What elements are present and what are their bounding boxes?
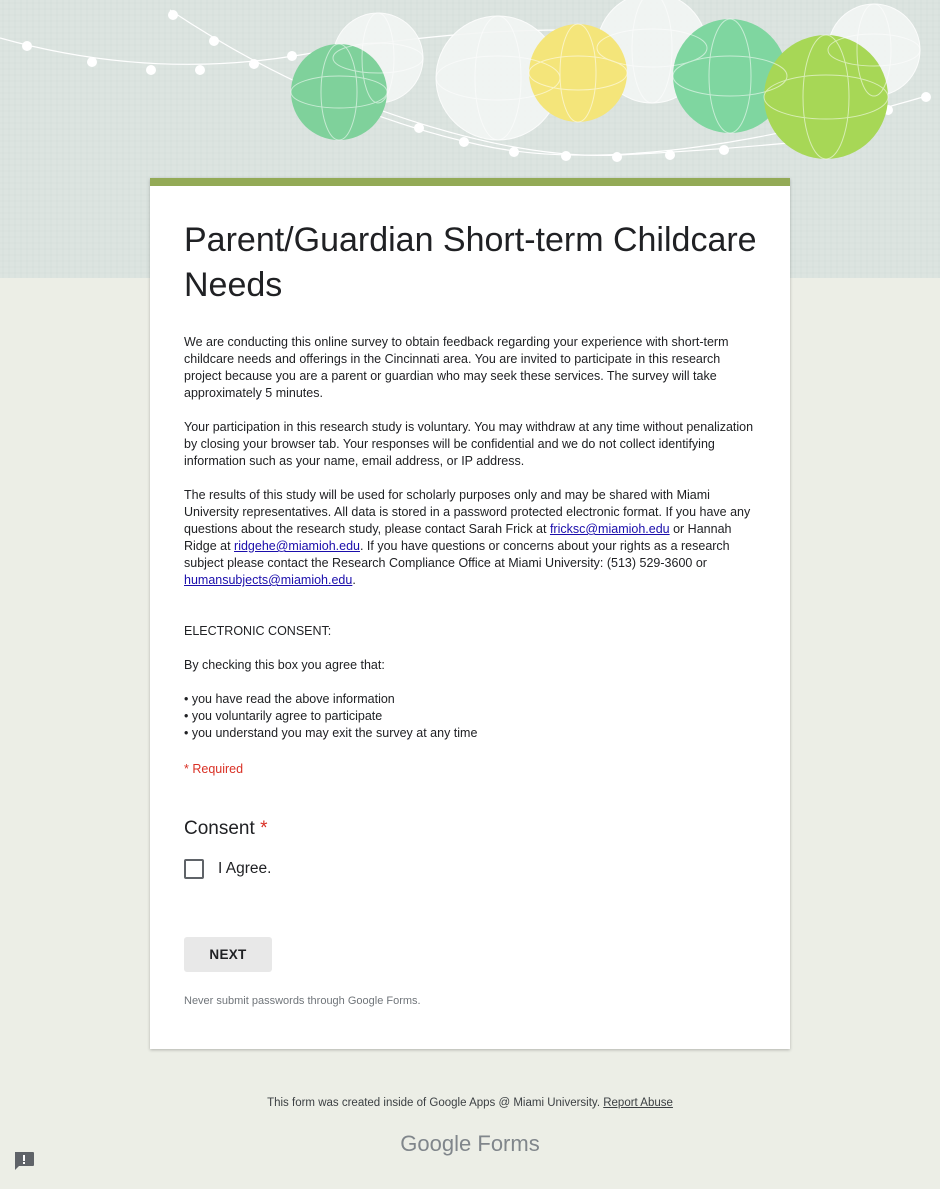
required-asterisk: * — [260, 818, 268, 839]
logo-google-text: Google — [400, 1131, 472, 1156]
consent-bullet: • you understand you may exit the survey at any time — [184, 726, 478, 740]
question-title — [184, 818, 267, 840]
question-title-text: Consent — [184, 818, 255, 839]
logo-forms-text: Forms — [477, 1131, 540, 1156]
report-abuse-link[interactable]: Report Abuse — [603, 1097, 673, 1109]
password-warning: Never submit passwords through Google Forms. — [184, 995, 421, 1007]
consent-bullet: • you have read the above information — [184, 692, 395, 706]
email-link-sarah[interactable]: fricksc@miamioh.edu — [549, 522, 670, 536]
consent-bullet: • you voluntarily agree to participate — [184, 709, 383, 723]
form-header — [184, 218, 759, 742]
consent-option[interactable] — [184, 858, 271, 880]
consent-intro: By checking this box you agree that: — [184, 658, 385, 672]
email-link-humansubjects[interactable]: humansubjects@miamioh.edu — [184, 573, 353, 587]
consent-option-label[interactable]: I Agree. — [218, 860, 272, 877]
description-paragraph: The results of this study will be used for scholarly purposes only and may be shared with Miami University representatives. All data is stored in a password protected electronic format. If you have any questions about the research study, please contact Sarah Frick at fricksc@miamioh.edu or Hannah Ridge at ridgehe@miamioh.edu. If you have questions or concerns about your rights as a research subject please contact the Research Compliance Office at Miami University: (513) 529-3600 or humansubjects@miamioh.edu. — [184, 488, 751, 587]
form-description — [184, 334, 759, 742]
report-feedback-icon[interactable] — [13, 1151, 35, 1171]
description-paragraph: Your participation in this research study is voluntary. You may withdraw at any time without penalization by closing your browser tab. Your responses will be confidential and we do not collect identifying information such as your name, email address, or IP address. — [184, 420, 754, 468]
consent-heading: ELECTRONIC CONSENT: — [184, 624, 332, 638]
consent-bullet-list — [184, 691, 759, 742]
form-title: Parent/Guardian Short-term Childcare Needs — [184, 221, 757, 304]
form-card — [150, 178, 790, 1049]
google-forms-logo[interactable] — [0, 1131, 940, 1157]
required-note: * Required — [184, 762, 244, 776]
card-accent-bar — [150, 178, 790, 186]
footer-created-text: This form was created inside of Google Apps @ Miami University. Report Abuse — [267, 1097, 673, 1109]
email-link-hannah[interactable]: ridgehe@miamioh.edu — [234, 539, 360, 553]
next-button[interactable]: NEXT — [184, 937, 272, 972]
description-paragraph: We are conducting this online survey to obtain feedback regarding your experience with short-term childcare needs and offerings in the Cincinnati area. You are invited to participate in this research project because you are a parent or guardian who may seek these services. The survey will take approximately 5 minutes. — [184, 335, 729, 400]
consent-checkbox[interactable] — [184, 859, 204, 879]
